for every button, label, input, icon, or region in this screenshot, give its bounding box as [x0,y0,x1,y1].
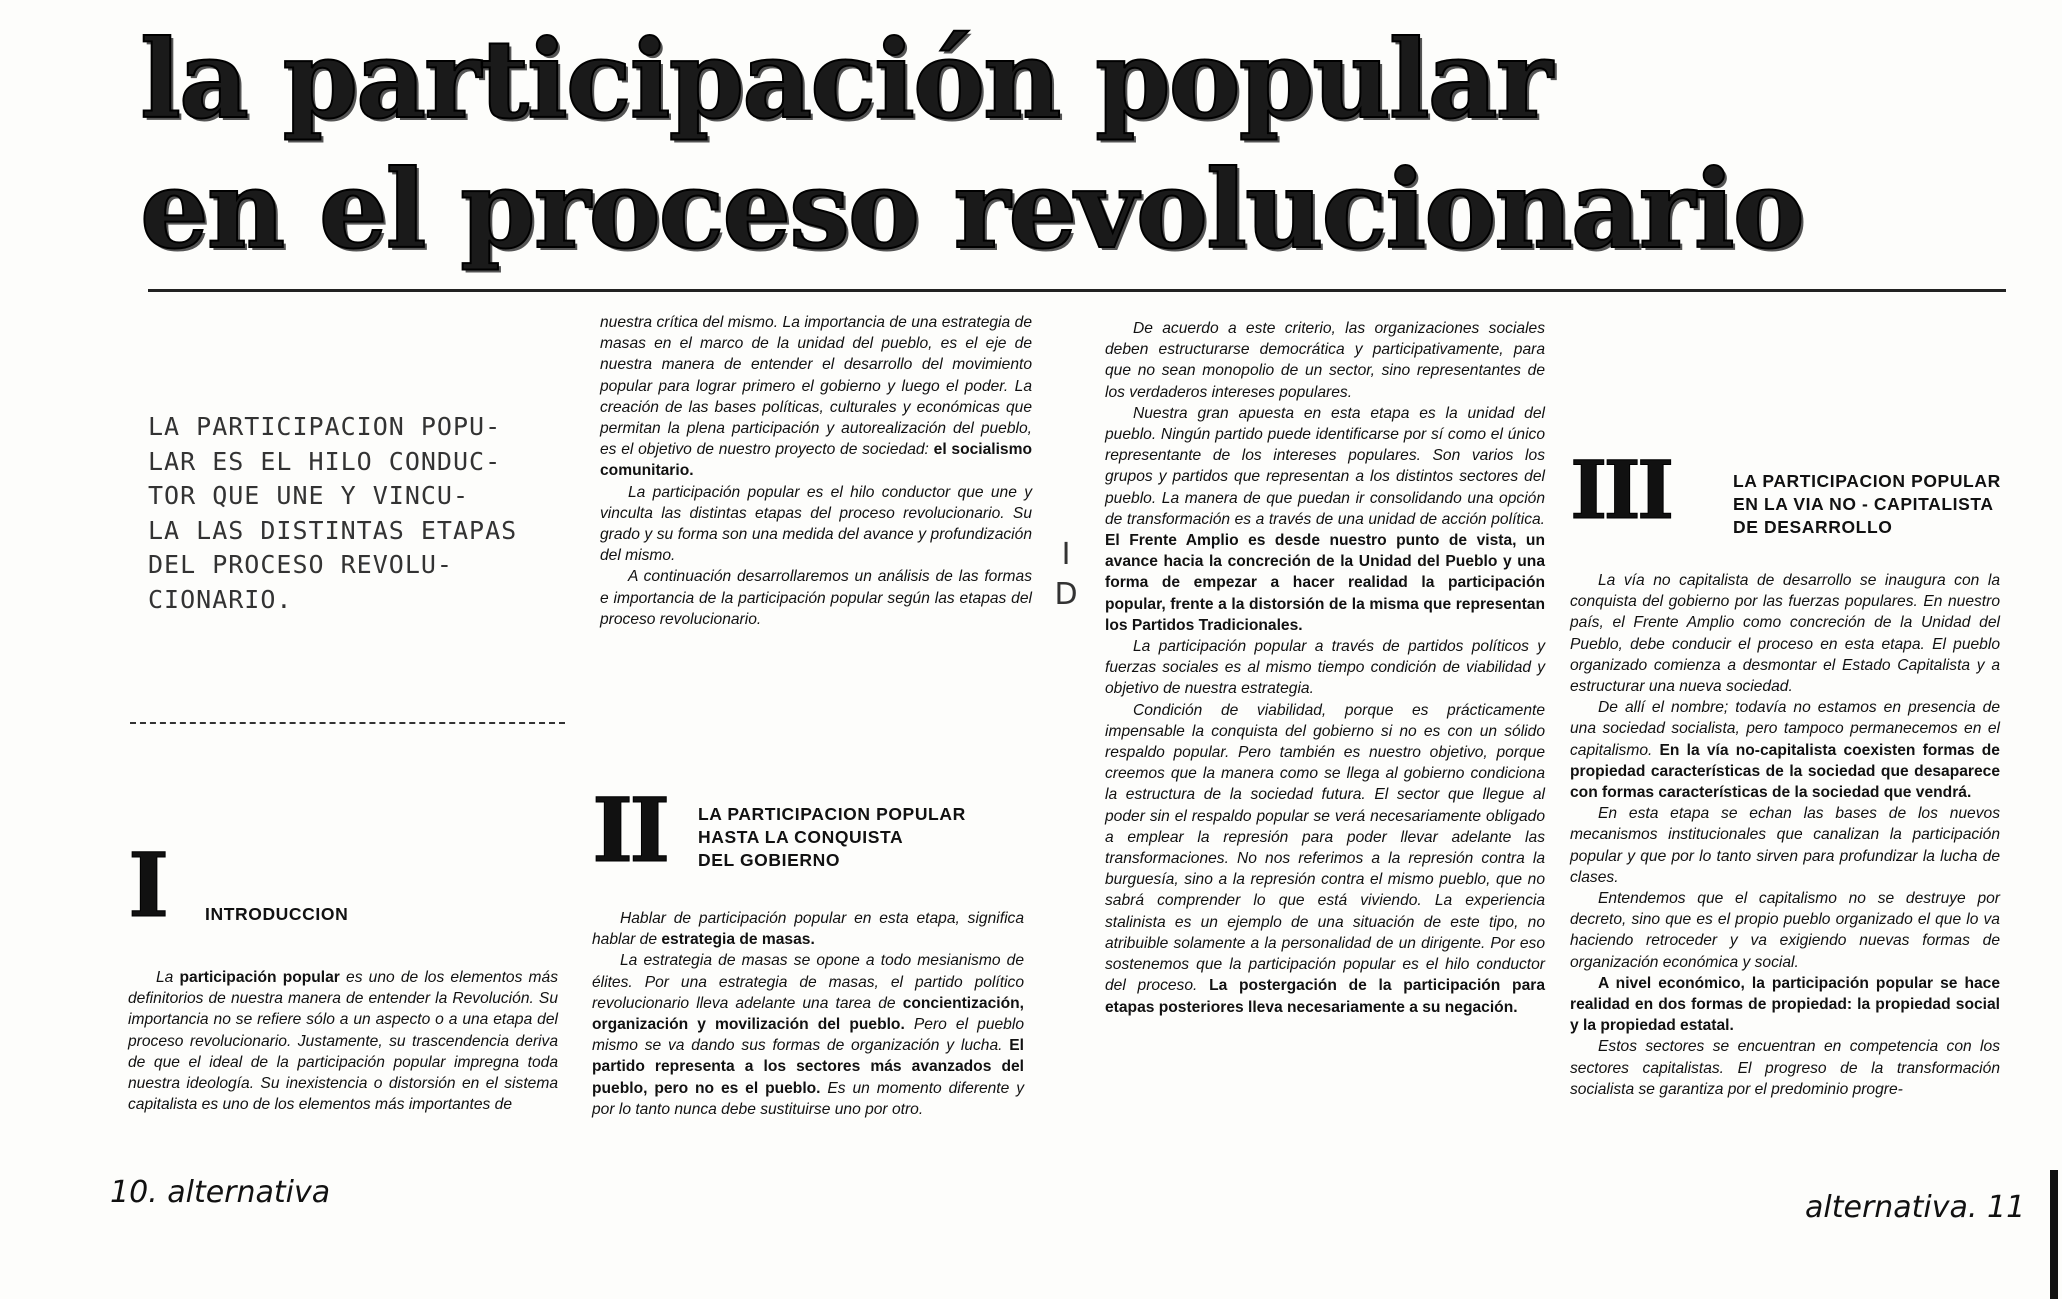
heading-line: DE DESARROLLO [1733,517,1893,537]
text-run: De acuerdo a este criterio, las organizaciones sociales deben estructurarse democrática y participativamente, para que no sean monopolio de un sector, sino representantes de los verdaderos intereses populares. [1105,320,1545,401]
paragraph [1570,973,2000,1037]
paragraph [1570,803,2000,888]
bold-text: El Frente Amplio es desde nuestro punto de vista, un avance hacia la concreción de la Unidad del Pueblo y una forma de empezar a hacer realidad la participación popular, frente a la distorsión de la misma que representan los Partidos Tradicionales. [1105,532,1545,634]
text-run: Condición de viabilidad, porque es prácticamente impensable la conquista del gobierno si no es con un sólido respaldo popular. Pero también es nuestro objetivo, porque creemos que la manera como se llega al gobierno condiciona la estructura de la sociedad futura. El sector que llegue al poder sin el respaldo popular se verá necesariamente obligado a emplear la represión para poder llevar adelante las transformaciones. No nos referimos a la represión contra la burguesía, sino a la represión contra el mismo pueblo, que no sabrá comprender lo que está viviendo. La experiencia stalinista es un ejemplo de una situación de este tipo, no atribuible solamente a la personalidad de un dirigente. Por eso sostenemos que la participación popular es el hilo conductor del proceso. [1105,701,1545,995]
paragraph [1570,888,2000,973]
pull-quote-line: LAR ES EL HILO CONDUC- [148,446,502,476]
section-numeral-ii: II [592,778,667,882]
bold-text: La postergación de la participación para etapas posteriores lleva necesariamente a su negación. [1105,977,1545,1016]
text-run: Hablar de participación popular en esta etapa, significa hablar de [592,910,1024,949]
headline-line-1: la participación popular [140,17,1551,143]
section-numeral-i: I [128,833,166,937]
text-run: De allí el nombre; todavía no estamos en presencia de una sociedad socialista, pero tampoco permanecemos en el capitalismo. [1570,699,2000,759]
page-edge [2050,1170,2058,1299]
pull-quote-line: LA PARTICIPACION POPU- [148,412,502,441]
paragraph [1105,636,1545,700]
heading-line: LA PARTICIPACION POPULAR [698,804,966,824]
text-run: La estrategia de masas se opone a todo mesianismo de élites. Por una estrategia de masas, el partido político revolucionario lleva adelante una tarea de [592,952,1024,1012]
bold-text: el socialismo comunitario. [600,441,1032,480]
text-run: Es un momento diferente y por lo tanto nunca debe sustituirse uno por otro. [592,1079,1024,1118]
title-rule [148,289,2006,292]
section-heading-intro: INTRODUCCION [205,904,349,924]
heading-line: DEL GOBIERNO [698,850,841,870]
text-run: Entendemos que el capitalismo no se destruye por decreto, sino que es el propio pueblo organizado el que lo va haciendo retroceder y va exigiendo nuevas formas de organización económica y social. [1570,890,2000,971]
paragraph [592,950,1024,1120]
bold-text: estrategia de masas. [661,931,815,949]
paragraph [1570,1036,2000,1100]
text-run: La participación popular a través de partidos políticos y fuerzas sociales es al mismo tiempo condición de viabilidad y objetivo de nuestra estrategia. [1105,638,1545,698]
section-heading-ii [698,803,966,872]
pull-quote-line: DEL PROCESO REVOLU- [148,550,453,579]
footer-left-folio: 10. alternativa [110,1175,331,1210]
footer-right-folio: alternativa. 11 [1805,1190,2026,1225]
paragraph [1105,403,1545,636]
bold-text: En la vía no-capitalista coexisten formas de propiedad características de la sociedad que desaparece con formas características de la sociedad que vendrá. [1570,741,2000,802]
bold-text: participación popular [179,969,340,986]
text-run: A continuación desarrollaremos un análisis de las formas e importancia de la participación popular según las etapas del proceso revolucionario. [600,568,1032,628]
margin-mark: I D [1054,537,1078,612]
paragraph [600,312,1032,482]
text-run: La participación popular es el hilo conductor que une y vinculta las distintas etapas del proceso revolucionario. Su grado y su forma son una medida del avance y profundización del mismo. [600,483,1032,565]
paragraph [592,908,1024,950]
pull-quote-line: LA LAS DISTINTAS ETAPAS [148,515,518,545]
column-2-top [600,312,1032,630]
section-heading-iii [1733,470,2001,539]
pull-quote-divider [130,722,565,724]
pull-quote-line: CIONARIO. [148,584,293,614]
text-run: La [156,969,180,986]
bold-text: concientización, organización y movilización del pueblo. [592,994,1024,1034]
text-run: Pero el pueblo mismo se va dando sus formas de organización y lucha. [592,1016,1024,1055]
text-run: La vía no capitalista de desarrollo se inaugura con la conquista del gobierno por las fuerzas populares. En nuestro país, el Frente Amplio como concreción de la Unidad del Pueblo, debe conducir el proceso en esta etapa. El pueblo organizado comienza a desmontar el Estado Capitalista y a estructurar una nueva sociedad. [1570,572,2000,696]
text-run: es uno de los elementos más definitorios de nuestra manera de entender la Revolución. Su importancia no se refiere sólo a un aspecto o a una etapa del proceso revolucionario. Justamente, su trascendencia deriva de que el ideal de la participación popular impregna toda nuestra ideología. Su inexistencia o distorsión en el sistema capitalista es uno de los elementos más importantes de [128,969,558,1114]
section-numeral-iii: III [1570,443,1671,537]
text-run: Nuestra gran apuesta en esta etapa es la unidad del pueblo. Ningún partido puede identificarse por sí como el único representante de los intereses populares. Son varios los grupos y partidos que representan a los distintos sectores del pueblo. La manera de que puedan ir consolidando una opción de transformación es a través de una unidad de acción política. [1105,404,1545,528]
heading-line: HASTA LA CONQUISTA [698,827,904,847]
bold-text: El partido representa a los sectores más avanzados del pueblo, pero no es el pueblo. [592,1037,1024,1097]
text-run: Estos sectores se encuentran en competencia con los sectores capitalistas. El progreso de la transformación socialista se garantiza por el predominio progre- [1570,1038,2000,1098]
column-4 [1570,570,2000,1100]
headline-line-2: en el proceso revolucionario [140,147,1803,273]
paragraph [1105,318,1545,403]
paragraph [1105,700,1545,1018]
heading-line: EN LA VIA NO - CAPITALISTA [1733,494,1994,514]
heading-line: LA PARTICIPACION POPULAR [1733,471,2001,491]
column-3 [1105,318,1545,1018]
paragraph [1570,697,2000,803]
text-run: nuestra crítica del mismo. La importancia de una estrategia de masas en el marco de la unidad del pueblo, es el eje de nuestra manera de entender el desarrollo del movimiento popular para lograr primero el gobierno y luego el poder. La creación de las bases políticas, culturales y económicas que permitan la plena participación y autorealización del pueblo, es el objetivo de nuestro proyecto de sociedad: [600,314,1032,459]
paragraph [128,967,558,1115]
text-run: En esta etapa se echan las bases de los nuevos mecanismos institucionales que canalizan la participación popular y que por lo tanto sirven para profundizar la lucha de clases. [1570,805,2000,886]
pull-quote [148,410,548,617]
column-intro [128,967,558,1115]
column-2-bottom [592,908,1024,1120]
bold-text: A nivel económico, la participación popular se hace realidad en dos formas de propiedad: la propiedad social y la propiedad estatal. [1570,974,2000,1035]
paragraph [600,482,1032,567]
paragraph [1570,570,2000,697]
pull-quote-line: TOR QUE UNE Y VINCU- [148,481,470,510]
paragraph [600,566,1032,630]
